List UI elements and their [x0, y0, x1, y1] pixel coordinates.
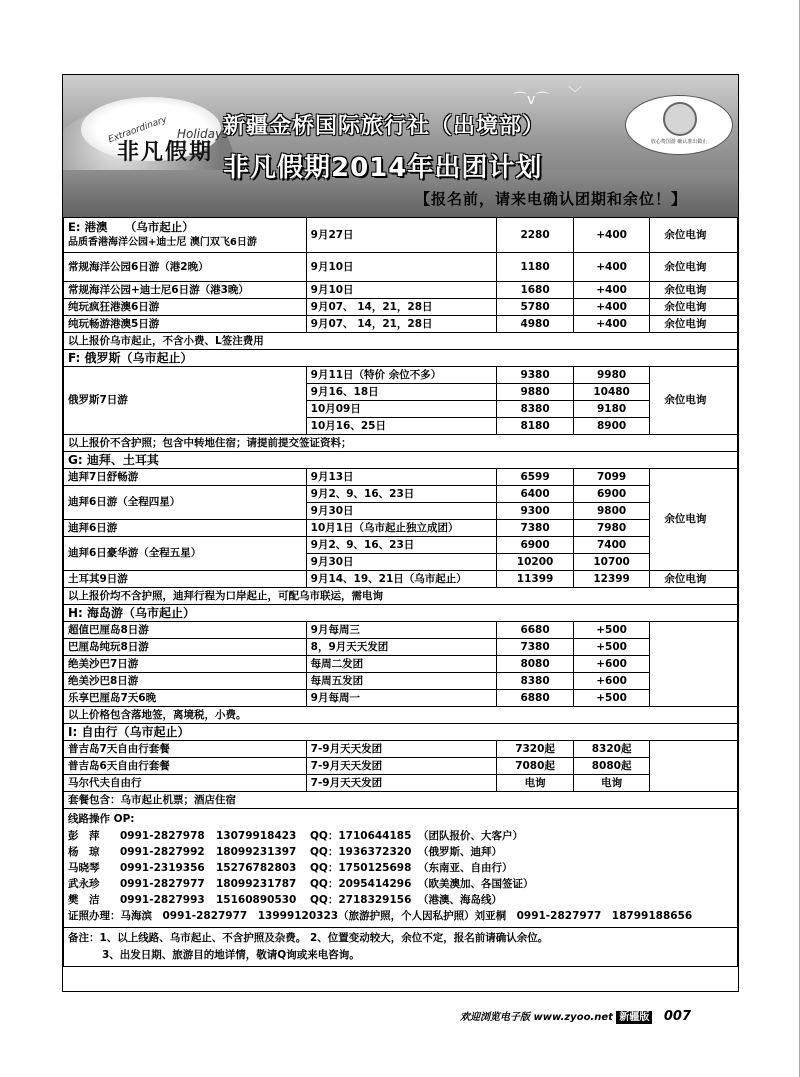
- tour-price: 6900: [497, 537, 574, 554]
- tour-extra: +400: [573, 218, 650, 253]
- section-note-row: [64, 333, 738, 350]
- section-header-row: [64, 605, 738, 622]
- tour-extra: +600: [573, 656, 650, 673]
- tour-date: 7-9月天天发团: [306, 741, 497, 758]
- seal-motto: 放心费国游 确认准出做止: [650, 139, 708, 145]
- tour-name: 纯玩畅游港澳5日游: [64, 316, 307, 333]
- operator-qq: QQ：1936372320: [310, 845, 412, 858]
- brand-logo: [81, 97, 229, 165]
- visa-contact: 证照办理：马海滨 0991-2827977 13999120323（旅游护照，个人因私护照）刘亚桐 0991-2827977 18799188656: [68, 910, 693, 922]
- table-row: [64, 218, 738, 253]
- operator-mobile: 15276782803: [216, 861, 297, 874]
- tour-extra: +500: [573, 690, 650, 707]
- operator-scope: （东南亚、自由行）: [418, 861, 513, 874]
- section-note-row: [64, 435, 738, 452]
- table-row: [64, 656, 738, 673]
- tour-price: 11399: [497, 571, 574, 588]
- operator-scope: （俄罗斯、迪拜）: [418, 845, 502, 858]
- operators-title: 线路操作 OP:: [68, 813, 135, 825]
- tour-extra: +400: [573, 316, 650, 333]
- tour-date: 9月07、 14，21，28日: [306, 316, 497, 333]
- page-title: 非凡假期2014年出团计划: [223, 153, 543, 183]
- tour-extra: 8080起: [573, 758, 650, 775]
- table-row: [64, 690, 738, 707]
- operator-mobile: 13079918423: [216, 829, 297, 842]
- operator-mobile: 18099231787: [216, 877, 297, 890]
- tour-date: 9月10日: [306, 282, 497, 299]
- tour-date: 9月2、9、16、23日: [306, 537, 497, 554]
- tour-date: 9月每周一: [306, 690, 497, 707]
- section-note-row: [64, 792, 738, 809]
- tour-extra: 6900: [573, 486, 650, 503]
- tour-extra: 7980: [573, 520, 650, 537]
- section-title: H: 海岛游（乌市起止）: [64, 605, 738, 622]
- tour-name: 土耳其9日游: [64, 571, 307, 588]
- table-row: [64, 316, 738, 333]
- tour-price: 1680: [497, 282, 574, 299]
- tour-price: 7380: [497, 520, 574, 537]
- tour-name: 绝美沙巴8日游: [64, 673, 307, 690]
- tour-price: 10200: [497, 554, 574, 571]
- section-note: 套餐包含：乌市起止机票；酒店住宿: [64, 792, 738, 809]
- operator-qq: QQ：1710644185: [310, 829, 412, 842]
- tour-price: 8380: [497, 673, 574, 690]
- table-row: [64, 741, 738, 758]
- tour-date: 9月30日: [306, 503, 497, 520]
- section-header-row: [64, 724, 738, 741]
- section-origin: （乌市起止）: [130, 220, 194, 234]
- tour-extra: 9180: [573, 401, 650, 418]
- tour-extra: +500: [573, 622, 650, 639]
- tour-date: 每周二发团: [306, 656, 497, 673]
- footer: [460, 1008, 691, 1024]
- operator-phone: 0991-2827992: [120, 845, 205, 858]
- table-row: [64, 622, 738, 639]
- tour-name: 迪拜7日舒畅游: [64, 469, 307, 486]
- operator-qq: QQ：2095414296: [310, 877, 412, 890]
- remarks-cell: [64, 928, 738, 967]
- tour-name: 常规海洋公园+迪士尼6日游（港3晚）: [64, 282, 307, 299]
- tour-price: 6680: [497, 622, 574, 639]
- tour-name: 迪拜6日豪华游（全程五星）: [64, 537, 307, 571]
- tour-date: 9月30日: [306, 554, 497, 571]
- tour-price: 8080: [497, 656, 574, 673]
- tour-extra: 8320起: [573, 741, 650, 758]
- tour-price: 7380: [497, 639, 574, 656]
- operator-phone: 0991-2827978: [120, 829, 205, 842]
- tour-plan-table: [63, 217, 738, 967]
- tour-price: 6599: [497, 469, 574, 486]
- operator-name: 樊 洁: [68, 893, 100, 906]
- operator-phone: 0991-2319356: [120, 861, 205, 874]
- operator-qq: QQ：1750125698: [310, 861, 412, 874]
- tour-extra: +600: [573, 673, 650, 690]
- tour-date: 10月09日: [306, 401, 497, 418]
- table-row: [64, 282, 738, 299]
- section-title: F: 俄罗斯（乌市起止）: [64, 350, 738, 367]
- remarks-line-1: 备注：1、以上线路、乌市起止、不含护照及杂费。 2、位置变动较大，余位不定，报名前请确认余位。: [68, 932, 549, 944]
- tour-date: 9月27日: [306, 218, 497, 253]
- tour-extra: 7099: [573, 469, 650, 486]
- tour-status: 余位电询: [650, 367, 738, 435]
- operators-cell: [64, 809, 738, 928]
- footer-website: 欢迎浏览电子版 www.zyoo.net: [460, 1012, 613, 1023]
- section-title: I: 自由行（乌市起止）: [64, 724, 738, 741]
- logo-english-1: Extraordinary: [107, 114, 169, 146]
- page-number: 007: [663, 1009, 692, 1024]
- tour-name: 迪拜6日游: [64, 520, 307, 537]
- operator-scope: （港澳、海岛线）: [418, 893, 502, 906]
- tour-date: 10月1日（乌市起止独立成团）: [306, 520, 497, 537]
- tour-status: 余位电询: [650, 218, 738, 253]
- operator-mobile: 18099231397: [216, 845, 297, 858]
- operator-mobile: 15160890530: [216, 893, 297, 906]
- brochure-page: [62, 74, 739, 992]
- tour-extra: 7400: [573, 537, 650, 554]
- tour-status: 余位电询: [650, 299, 738, 316]
- tour-extra: 12399: [573, 571, 650, 588]
- tour-date: 7-9月天天发团: [306, 775, 497, 792]
- section-note: 以上报价乌市起止，不含小费、L签注费用: [64, 333, 738, 350]
- tour-price: 6880: [497, 690, 574, 707]
- tour-date: 9月14、19、21日（乌市起止）: [306, 571, 497, 588]
- section-note-row: [64, 588, 738, 605]
- logo-chinese: 非凡假期: [117, 140, 214, 165]
- tour-price: 9880: [497, 384, 574, 401]
- tour-extra: +400: [573, 253, 650, 282]
- tour-extra: 9800: [573, 503, 650, 520]
- table-row: [64, 571, 738, 588]
- tour-date: 9月07、 14，21，28日: [306, 299, 497, 316]
- tour-extra: +400: [573, 282, 650, 299]
- table-row: [64, 486, 738, 503]
- operator-row: [68, 892, 534, 908]
- tour-date: 9月13日: [306, 469, 497, 486]
- tour-status: 余位电询: [650, 253, 738, 282]
- agency-name: 新疆金桥国际旅行社（出境部）: [223, 114, 546, 139]
- tour-price: 9300: [497, 503, 574, 520]
- table-row: [64, 299, 738, 316]
- tour-status: 余位电询: [650, 316, 738, 333]
- operators-list: [68, 828, 534, 908]
- booking-notice: 【报名前，请来电确认团期和余位！】: [415, 190, 688, 208]
- section-title: E: 港澳: [68, 220, 108, 234]
- operator-row: [68, 844, 534, 860]
- tour-price: 7320起: [497, 741, 574, 758]
- tour-name: 超值巴厘岛8日游: [64, 622, 307, 639]
- operator-row: [68, 828, 534, 844]
- table-row: [64, 469, 738, 486]
- tour-name: 普吉岛6天自由行套餐: [64, 758, 307, 775]
- operator-row: [68, 860, 534, 876]
- tour-price: 4980: [497, 316, 574, 333]
- table-row: [64, 775, 738, 792]
- operator-scope: （欧美澳加、各国签证）: [418, 877, 534, 890]
- tour-price: 9380: [497, 367, 574, 384]
- table-row: [64, 758, 738, 775]
- tour-name: 品质香港海洋公园+迪士尼 澳门双飞6日游: [68, 237, 257, 248]
- remarks-line-2: 3、出发日期、旅游目的地详情，敬请Q询或来电咨询。: [102, 949, 360, 961]
- tour-name: 绝美沙巴7日游: [64, 656, 307, 673]
- tour-status: 余位电询: [650, 282, 738, 299]
- tour-name: 俄罗斯7日游: [64, 367, 307, 435]
- empty-status-cell: [650, 741, 738, 792]
- table-row: [64, 520, 738, 537]
- tour-extra: 9980: [573, 367, 650, 384]
- tour-name: 巴厘岛纯玩8日游: [64, 639, 307, 656]
- remarks-row: [64, 928, 738, 967]
- tour-extra: 8900: [573, 418, 650, 435]
- table-row: [64, 639, 738, 656]
- tour-extra: +500: [573, 639, 650, 656]
- table-row: [64, 673, 738, 690]
- table-row: [64, 537, 738, 554]
- footer-edition: 新疆版: [616, 1011, 652, 1024]
- tour-date: 9月10日: [306, 253, 497, 282]
- logo-english-2: Holidays: [177, 127, 229, 141]
- tour-extra: 10700: [573, 554, 650, 571]
- tour-extra: 10480: [573, 384, 650, 401]
- tour-name: 纯玩疯狂港澳6日游: [64, 299, 307, 316]
- tour-extra: +400: [573, 299, 650, 316]
- tour-price: 电询: [497, 775, 574, 792]
- tour-price: 8380: [497, 401, 574, 418]
- tour-name-cell: [64, 218, 307, 253]
- tour-name: 乐享巴厘岛7天6晚: [64, 690, 307, 707]
- tour-price: 1180: [497, 253, 574, 282]
- tour-name: 常规海洋公园6日游（港2晚）: [64, 253, 307, 282]
- tour-name: 迪拜6日游（全程四星）: [64, 486, 307, 520]
- seagull-icon: ⌒v⌒: [513, 92, 550, 108]
- operator-scope: （团队报价、大客户）: [418, 829, 523, 842]
- tour-price: 5780: [497, 299, 574, 316]
- tour-name: 马尔代夫自由行: [64, 775, 307, 792]
- section-header-row: [64, 452, 738, 469]
- section-note: 以上报价不含护照；包含中转地住宿；请提前提交签证资料；: [64, 435, 738, 452]
- tour-name: 普吉岛7天自由行套餐: [64, 741, 307, 758]
- operator-name: 武永珍: [68, 877, 100, 890]
- table-row: [64, 253, 738, 282]
- operator-name: 彭 萍: [68, 829, 100, 842]
- tour-date: 9月11日（特价 余位不多）: [306, 367, 497, 384]
- section-title: G: 迪拜、土耳其: [64, 452, 738, 469]
- section-note: 以上价格包含落地签，离境税，小费。: [64, 707, 738, 724]
- tour-date: 9月2、9、16、23日: [306, 486, 497, 503]
- operator-qq: QQ：2718329156: [310, 893, 412, 906]
- operator-phone: 0991-2827977: [120, 877, 205, 890]
- operator-phone: 0991-2827993: [120, 893, 205, 906]
- tour-price: 7080起: [497, 758, 574, 775]
- tour-date: 9月16、18日: [306, 384, 497, 401]
- operators-row: [64, 809, 738, 928]
- tour-status: 余位电询: [650, 469, 738, 571]
- section-note: 以上报价均不含护照，迪拜行程为口岸起止，可配乌市联运，需电询: [64, 588, 738, 605]
- tour-extra: 电询: [573, 775, 650, 792]
- section-header-row: [64, 350, 738, 367]
- operator-name: 马晓琴: [68, 861, 100, 874]
- operator-row: [68, 876, 534, 892]
- tour-status: 余位电询: [650, 571, 738, 588]
- tour-date: 8，9月天天发团: [306, 639, 497, 656]
- seal-emblem-icon: [663, 102, 697, 136]
- tour-date: 每周五发团: [306, 673, 497, 690]
- seagull-icon: ﹀: [568, 86, 582, 102]
- tour-price: 8180: [497, 418, 574, 435]
- header-banner: [63, 75, 738, 217]
- table-row: [64, 367, 738, 384]
- operator-name: 杨 琼: [68, 845, 100, 858]
- tour-date: 9月每周三: [306, 622, 497, 639]
- section-note-row: [64, 707, 738, 724]
- empty-status-cell: [650, 622, 738, 707]
- tour-date: 7-9月天天发团: [306, 758, 497, 775]
- agency-seal: [625, 95, 733, 155]
- tour-price: 6400: [497, 486, 574, 503]
- tour-price: 2280: [497, 218, 574, 253]
- tour-date: 10月16、25日: [306, 418, 497, 435]
